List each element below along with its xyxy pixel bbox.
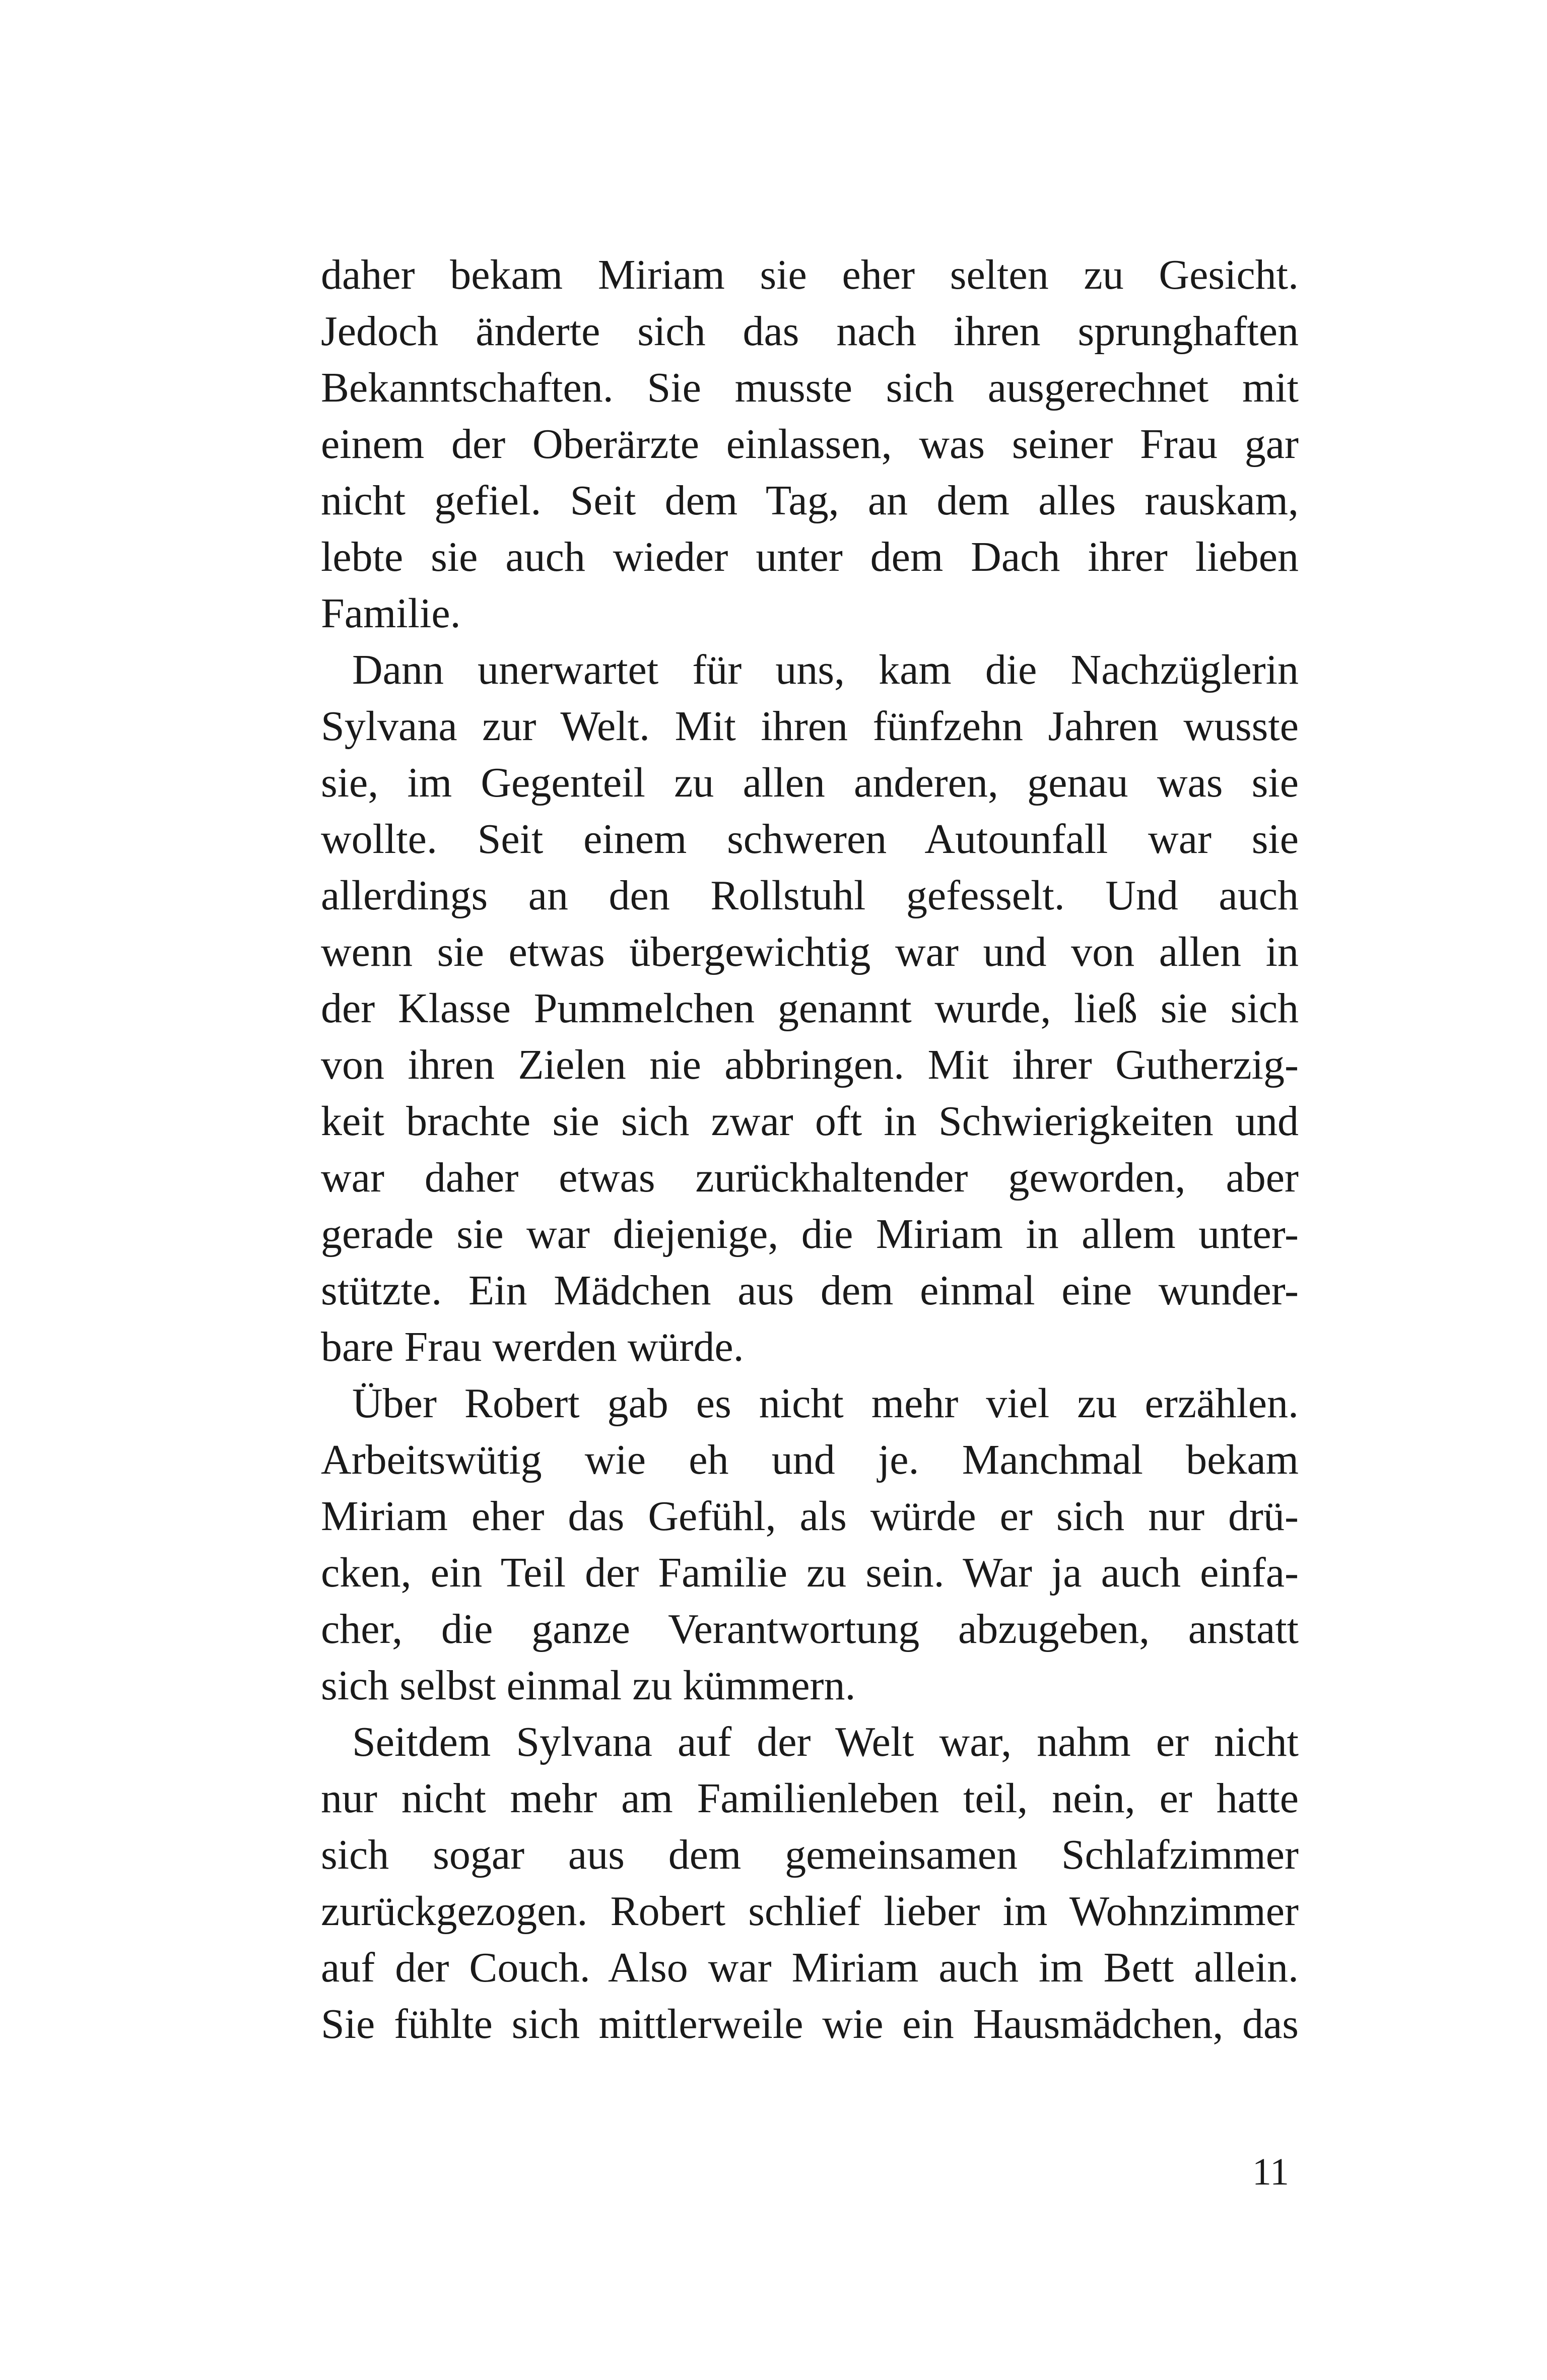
text-line: zurückgezogen. Robert schlief lieber im Wohnzimmer bbox=[321, 1888, 1299, 1935]
text-line: sich sogar aus dem gemeinsamen Schlafzimmer bbox=[321, 1831, 1299, 1878]
text-line: cken, ein Teil der Familie zu sein. War ja auch einfa- bbox=[321, 1549, 1299, 1596]
text-line: war daher etwas zurückhaltender geworden, aber bbox=[321, 1154, 1299, 1201]
text-line: Bekanntschaften. Sie musste sich ausgerechnet mit bbox=[321, 364, 1299, 411]
text-line: sich selbst einmal zu kümmern. bbox=[321, 1662, 856, 1709]
paragraph bbox=[321, 1714, 1299, 2053]
text-line: allerdings an den Rollstuhl gefesselt. Und auch bbox=[321, 872, 1299, 919]
page-number: 11 bbox=[1252, 2151, 1289, 2193]
text-line: bare Frau werden würde. bbox=[321, 1324, 744, 1370]
text-line: stützte. Ein Mädchen aus dem einmal eine wunder- bbox=[321, 1267, 1299, 1314]
text-line: sie, im Gegenteil zu allen anderen, genau was sie bbox=[321, 759, 1299, 806]
text-line: wenn sie etwas übergewichtig war und von allen in bbox=[321, 929, 1299, 975]
text-line: daher bekam Miriam sie eher selten zu Gesicht. bbox=[321, 251, 1299, 298]
text-line: Sie fühlte sich mittlerweile wie ein Hausmädchen, das bbox=[321, 2001, 1299, 2047]
paragraph bbox=[321, 642, 1299, 1375]
text-line: Dann unerwartet für uns, kam die Nachzüglerin bbox=[352, 646, 1299, 693]
text-line: von ihren Zielen nie abbringen. Mit ihrer Gutherzig- bbox=[321, 1041, 1299, 1088]
text-line: lebte sie auch wieder unter dem Dach ihrer lieben bbox=[321, 534, 1299, 580]
text-line: einem der Oberärzte einlassen, was seiner Frau gar bbox=[321, 421, 1299, 468]
text-line: Jedoch änderte sich das nach ihren sprunghaften bbox=[321, 308, 1299, 355]
paragraph bbox=[321, 1375, 1299, 1714]
text-line: nicht gefiel. Seit dem Tag, an dem alles rauskam, bbox=[321, 477, 1299, 524]
text-line: Sylvana zur Welt. Mit ihren fünfzehn Jahren wusste bbox=[321, 703, 1299, 750]
text-line: gerade sie war diejenige, die Miriam in allem unter- bbox=[321, 1211, 1299, 1258]
text-line: Familie. bbox=[321, 590, 461, 637]
text-line: Über Robert gab es nicht mehr viel zu erzählen. bbox=[352, 1380, 1299, 1427]
text-line: wollte. Seit einem schweren Autounfall war sie bbox=[321, 816, 1299, 863]
text-line: nur nicht mehr am Familienleben teil, nein, er hatte bbox=[321, 1775, 1299, 1822]
text-line: der Klasse Pummelchen genannt wurde, ließ sie sich bbox=[321, 985, 1299, 1032]
body-text bbox=[321, 247, 1299, 2053]
text-line: cher, die ganze Verantwortung abzugeben, anstatt bbox=[321, 1606, 1299, 1652]
text-line: auf der Couch. Also war Miriam auch im Bett allein. bbox=[321, 1944, 1299, 1991]
text-line: Miriam eher das Gefühl, als würde er sich nur drü- bbox=[321, 1493, 1299, 1540]
paragraph bbox=[321, 247, 1299, 642]
text-line: Arbeitswütig wie eh und je. Manchmal bekam bbox=[321, 1436, 1299, 1483]
text-line: keit brachte sie sich zwar oft in Schwierigkeiten und bbox=[321, 1098, 1299, 1145]
text-line: Seitdem Sylvana auf der Welt war, nahm er nicht bbox=[352, 1718, 1299, 1765]
